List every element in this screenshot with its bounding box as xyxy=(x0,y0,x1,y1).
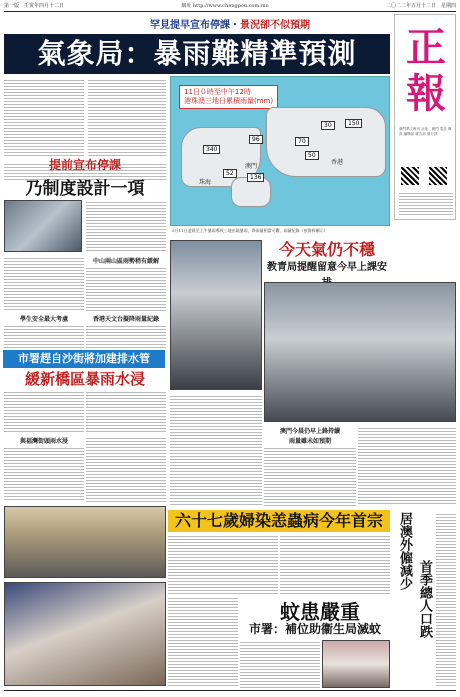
map-caption: 11日０時至中午12時 港珠澳三地日累積雨量(mm) xyxy=(179,85,278,109)
subhead-c: 學生安全最大考慮 xyxy=(19,316,68,323)
meeting-photo xyxy=(4,506,166,578)
article-text xyxy=(4,324,84,348)
rain-label: 340 xyxy=(203,145,220,154)
article-text xyxy=(4,446,84,502)
side-story-title: 居澳外僱減少 xyxy=(397,512,412,590)
inset-title: 澳門今晨仍早上鋒持續 xyxy=(279,428,340,435)
qr-code-icon xyxy=(429,167,447,185)
article-text xyxy=(436,512,456,686)
street-photo xyxy=(170,240,262,390)
rain-story-header xyxy=(264,240,390,280)
article-text xyxy=(170,394,262,506)
subhead-b: 香港天文台擬降雨量紀錄 xyxy=(92,316,159,323)
rain-label: 30 xyxy=(321,121,335,130)
top-bar xyxy=(4,2,456,12)
rainfall-map xyxy=(170,76,390,226)
place-label: 澳門 xyxy=(245,163,258,170)
issue-date-left: 第一版 壬寅年四月十二日 xyxy=(4,3,65,9)
issue-date-right: 二〇二二年五月十二日 星期四 xyxy=(385,3,456,9)
rain-story-kicker: 今天氣仍不穩 xyxy=(278,240,375,259)
map-footnote: 5月11日凌晨至上午暴雨導致三地出現暴雨，降雨量相當可觀，雨量紀錄（按資料顯示） xyxy=(172,228,328,233)
subhead-a: 中山兩山區雨勢稍有緩解 xyxy=(92,258,159,265)
masthead-text xyxy=(399,191,453,215)
article-text xyxy=(86,324,166,348)
rain-label: 52 xyxy=(223,169,237,178)
headline-kicker: 罕見提早宣布停課・景況卻不似預期 xyxy=(150,20,310,31)
article-text xyxy=(168,534,278,594)
article-text xyxy=(86,390,166,434)
masthead xyxy=(394,14,456,220)
drainage-headline: 緩新橋區暴雨水浸 xyxy=(24,370,145,388)
article-text xyxy=(86,266,166,312)
website-url[interactable]: 網址 http://www.chengpou.com.mo xyxy=(181,3,269,9)
building-photo xyxy=(4,582,166,686)
article-text xyxy=(4,390,84,434)
drainage-kicker: 市署趕自沙街將加建排水管 xyxy=(3,350,165,368)
newspaper-logo: 正報 xyxy=(406,24,446,117)
flood-photo xyxy=(264,282,456,422)
map-landmass xyxy=(266,107,386,177)
section-headline: 乃制度設計一項 xyxy=(25,179,145,199)
rain-label: 150 xyxy=(345,119,362,128)
mosquito-kicker: 蚊患嚴重 xyxy=(280,600,360,624)
place-label: 珠海 xyxy=(199,179,212,186)
article-text xyxy=(240,640,320,688)
side-story-subtitle: 首季總人口跌 xyxy=(417,560,432,638)
lead-column-2 xyxy=(88,78,166,158)
subhead-e: 與福灣街頭雨水浸 xyxy=(19,438,68,445)
officials-photo xyxy=(322,640,390,688)
mosquito-headline: 市署：補位助衞生局滅蚊 xyxy=(248,622,381,636)
article-text xyxy=(4,256,84,312)
publisher-info: 澳門華文報刊 社址：澳門 電話 傳真 編輯部 廣告部 發行部 xyxy=(399,127,452,136)
official-photo xyxy=(4,200,82,252)
section-kicker: 提前宣布停課 xyxy=(48,158,121,172)
inset-subtitle: 雨量雖未如預期 xyxy=(288,438,331,445)
article-text xyxy=(264,446,356,506)
rain-story-headline: 教青局提醒留意今早上課安 xyxy=(267,262,387,273)
qr-code-icon xyxy=(401,167,419,185)
main-headline: 氣象局：暴雨難精準預測 xyxy=(4,34,390,74)
disease-headline: 六十七歲婦染恙蟲病今年首宗 xyxy=(168,510,390,532)
footer-rule xyxy=(4,690,456,691)
lead-column-1 xyxy=(4,78,84,158)
place-label: 香港 xyxy=(331,159,344,166)
article-text xyxy=(86,200,166,252)
rain-label: 96 xyxy=(249,135,263,144)
rain-label: 70 xyxy=(295,137,309,146)
rain-label: 50 xyxy=(305,151,319,160)
article-text xyxy=(358,426,456,506)
article-text xyxy=(280,534,390,594)
rain-label: 136 xyxy=(247,173,264,182)
article-text xyxy=(86,436,166,502)
article-text xyxy=(168,596,238,688)
